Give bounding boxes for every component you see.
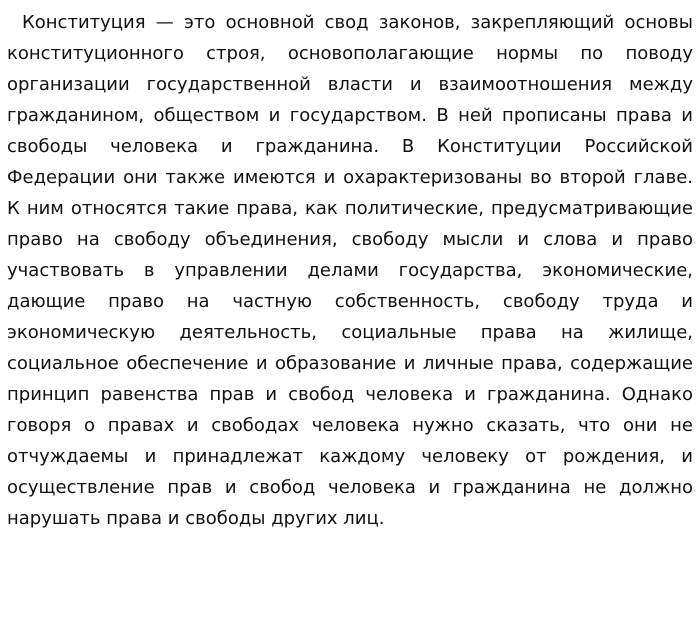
body-paragraph: Конституция — это основной свод законов, закрепляющий основы конституционного строя, основополагающие нормы по поводу организации государственной власти и взаимоотношения между гражданином, обществом и государством. В ней прописаны права и свободы человека и гражданина. В Конституции Российской Федерации они также имеются и охарактеризованы во второй главе. К ним относятся такие права, как политические, предусматривающие право на свободу объединения, свободу мысли и слова и право участвовать в управлении делами государства, экономические, дающие право на частную собственность, свободу труда и экономическую деятельность, социальные права на жилище, социальное обеспечение и образование и личные права, содержащие принцип равенства прав и свобод человека и гражданина. Однако говоря о правах и свободах человека нужно сказать, что они не отчуждаемы и принадлежат каждому человеку от рождения, и осуществление прав и свобод человека и гражданина не должно нарушать права и свободы других лиц. [7,12,693,529]
